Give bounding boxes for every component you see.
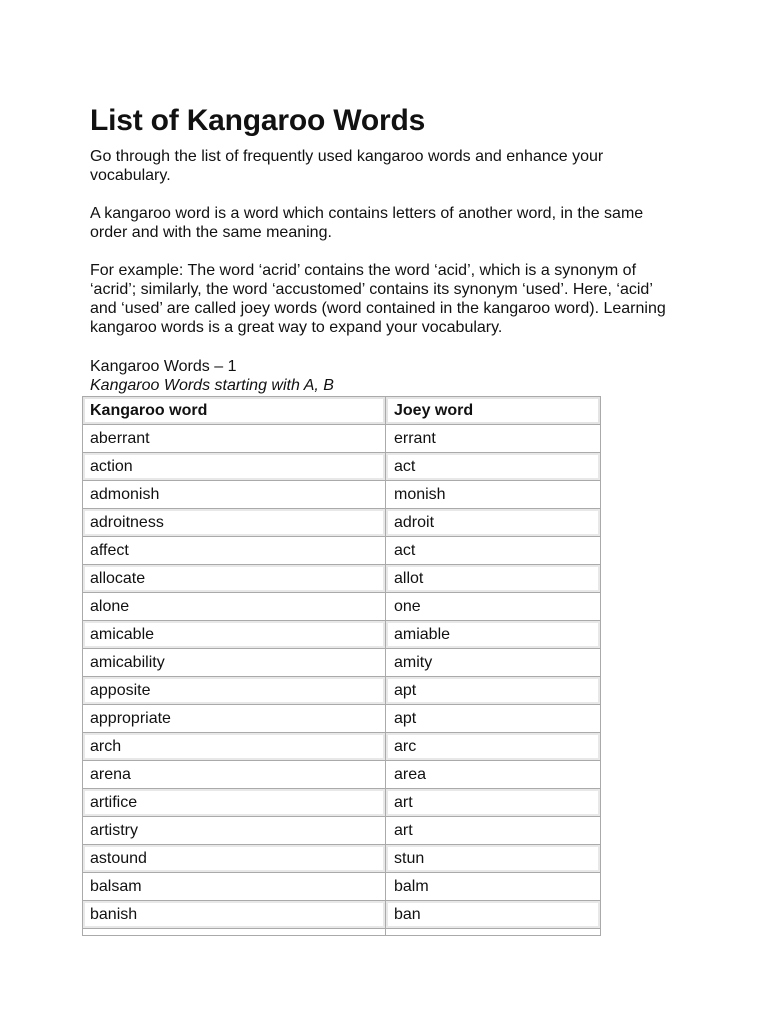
joey-word-cell: allot [386, 565, 600, 592]
kangaroo-word-cell: alone [83, 593, 386, 620]
empty-cell [83, 929, 386, 936]
joey-word-cell: arc [386, 733, 600, 760]
joey-word-cell: adroit [386, 509, 600, 536]
table-row [83, 649, 600, 677]
kangaroo-word-cell: aberrant [83, 425, 386, 452]
kangaroo-word-cell: allocate [83, 565, 386, 592]
joey-word-cell: one [394, 598, 421, 615]
joey-word-cell: stun [386, 845, 600, 872]
joey-word-cell: amiable [386, 621, 600, 648]
kangaroo-word-cell: amicability [83, 649, 386, 676]
kangaroo-words-table [82, 396, 601, 936]
kangaroo-word-cell: astound [83, 845, 386, 872]
kangaroo-word-cell: apposite [83, 677, 386, 704]
joey-word-cell: amity [394, 654, 433, 671]
section-subtitle: Kangaroo Words starting with A, B [90, 377, 334, 394]
table-row [83, 845, 600, 873]
kangaroo-word-cell: arch [83, 733, 386, 760]
kangaroo-word-cell: amicable [83, 621, 386, 648]
intro-paragraph: Go through the list of frequently used kangaroo words and enhance your vocabulary. [90, 148, 604, 184]
table-header-row [83, 397, 600, 425]
joey-word-cell: monish [394, 486, 446, 503]
example-paragraph: For example: The word ‘acrid’ contains the word ‘acid’, which is a synonym of ‘acrid’; similarly, the word ‘accustomed’ contains its synonym ‘used’. Here, ‘acid’ and ‘used’ are called joey words (word contained in the kangaroo word). Learning kangaroo words is a great way to expand your vocabulary. [90, 262, 666, 336]
empty-cell [386, 929, 600, 936]
kangaroo-word-cell: action [83, 453, 386, 480]
joey-word-cell: apt [386, 677, 600, 704]
table-row [83, 873, 600, 901]
table-row [83, 761, 600, 789]
definition-paragraph: A kangaroo word is a word which contains letters of another word, in the same order and with the same meaning. [90, 205, 644, 241]
table-row [83, 817, 600, 845]
kangaroo-word-cell: arena [83, 761, 386, 788]
kangaroo-word-cell: artistry [83, 817, 386, 844]
table-row [83, 453, 600, 481]
kangaroo-word-cell: banish [83, 901, 386, 928]
table-row [83, 705, 600, 733]
kangaroo-word-cell: adroitness [83, 509, 386, 536]
joey-word-cell: errant [394, 430, 436, 447]
joey-word-cell: act [386, 453, 600, 480]
joey-word-cell: apt [394, 710, 417, 727]
section-title: Kangaroo Words – 1 [90, 358, 237, 375]
page-title: List of Kangaroo Words [90, 104, 426, 137]
table-row [83, 481, 600, 509]
table-row [83, 565, 600, 593]
joey-word-cell: area [394, 766, 427, 783]
table-row [83, 677, 600, 705]
kangaroo-word-cell: appropriate [83, 705, 386, 732]
table-row [83, 733, 600, 761]
table-row [83, 593, 600, 621]
header-kangaroo-word: Kangaroo word [83, 397, 386, 424]
joey-word-cell: art [394, 822, 413, 839]
joey-word-cell: balm [394, 878, 429, 895]
joey-word-cell: ban [386, 901, 600, 928]
table-row [83, 425, 600, 453]
table-row [83, 901, 600, 929]
joey-word-cell: art [386, 789, 600, 816]
kangaroo-word-cell: artifice [83, 789, 386, 816]
table-row [83, 621, 600, 649]
header-joey-word: Joey word [386, 397, 600, 424]
kangaroo-word-cell: affect [83, 537, 386, 564]
table-row [83, 537, 600, 565]
table-row [83, 509, 600, 537]
table-row-partial [83, 929, 600, 936]
table-body [83, 425, 600, 936]
kangaroo-word-cell: balsam [83, 873, 386, 900]
kangaroo-word-cell: admonish [83, 481, 386, 508]
joey-word-cell: act [394, 542, 416, 559]
table-row [83, 789, 600, 817]
